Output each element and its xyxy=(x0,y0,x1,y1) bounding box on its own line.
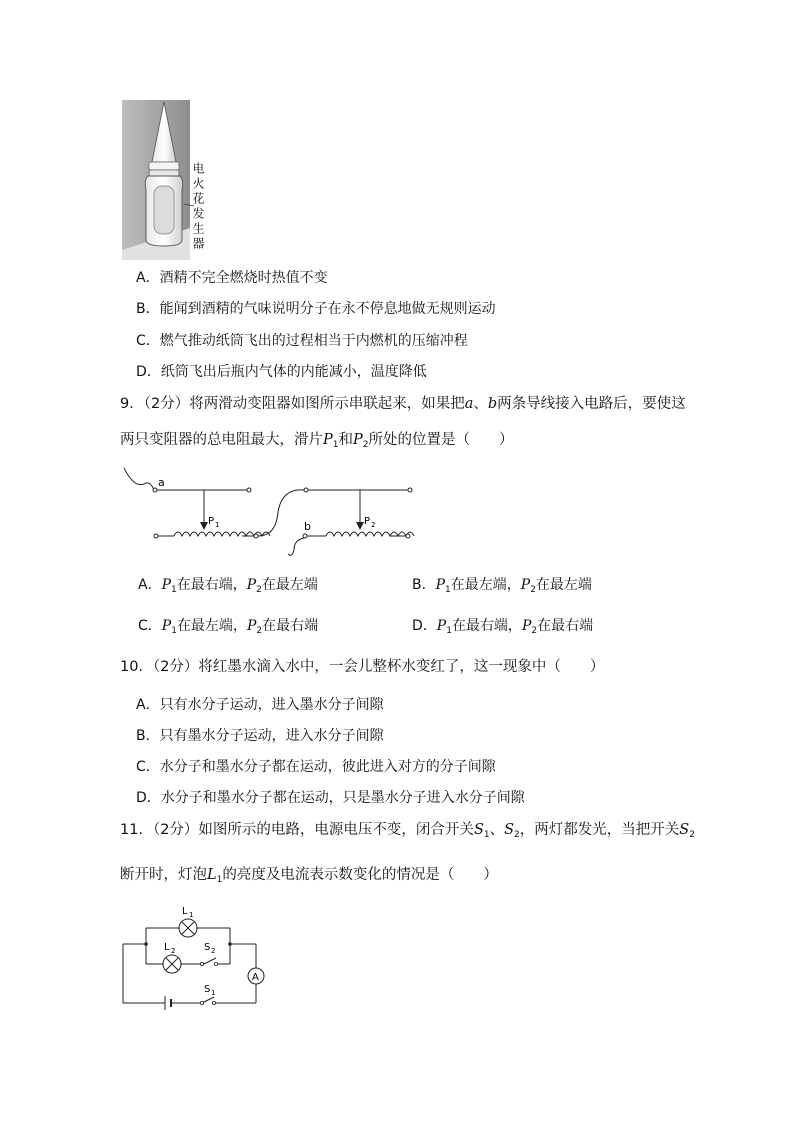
q8-option-b[interactable]: B．能闻到酒精的气味说明分子在永不停息地做无规则运动 xyxy=(136,301,496,317)
svg-text:1: 1 xyxy=(211,989,216,997)
q10-option-b[interactable]: B．只有墨水分子运动，进入水分子间隙 xyxy=(136,728,384,744)
svg-text:a: a xyxy=(158,476,165,489)
svg-text:A: A xyxy=(252,972,259,983)
spark-generator-label: 电火花发生器 xyxy=(191,162,205,252)
q11-stem-line1: 11．（2分）如图所示的电路，电源电压不变，闭合开关$S_1$、$S_2$，两灯都发光，当把开关$S_2$ xyxy=(120,822,695,840)
spark-generator-figure xyxy=(122,100,217,260)
q10-stem: 10．（2分）将红墨水滴入水中，一会儿整杯水变红了，这一现象中（ ） xyxy=(120,659,605,675)
q10-option-c[interactable]: C．水分子和墨水分子都在运动，彼此进入对方的分子间隙 xyxy=(136,759,496,775)
q8-option-a[interactable]: A．酒精不完全燃烧时热值不变 xyxy=(136,270,328,286)
svg-text:1: 1 xyxy=(189,911,194,919)
q8-option-c[interactable]: C．燃气推动纸筒飞出的过程相当于内燃机的压缩冲程 xyxy=(136,333,468,349)
q9-option-c[interactable]: C．$P_1$在最左端，$P_2$在最右端 xyxy=(138,618,319,636)
q9-option-b[interactable]: B．$P_1$在最左端，$P_2$在最左端 xyxy=(412,577,592,595)
q9-stem-line2: 两只变阻器的总电阻最大，滑片$P_1$和$P_2$所处的位置是（ ） xyxy=(120,432,514,450)
q11-stem-line2: 断开时，灯泡$L_1$的亮度及电流表示数变化的情况是（ ） xyxy=(120,867,498,885)
lamp-circuit-figure xyxy=(118,900,278,1010)
svg-text:L: L xyxy=(164,942,170,953)
svg-text:P: P xyxy=(364,516,371,527)
svg-text:2: 2 xyxy=(371,521,376,529)
q10-option-a[interactable]: A．只有水分子运动，进入墨水分子间隙 xyxy=(136,697,384,713)
svg-text:1: 1 xyxy=(215,521,220,529)
svg-text:2: 2 xyxy=(211,947,216,955)
q9-option-a[interactable]: A．$P_1$在最右端，$P_2$在最左端 xyxy=(138,577,318,595)
q8-option-d[interactable]: D．纸筒飞出后瓶内气体的内能减小，温度降低 xyxy=(136,364,427,380)
q10-option-d[interactable]: D．水分子和墨水分子都在运动，只是墨水分子进入水分子间隙 xyxy=(136,790,525,806)
svg-text:S: S xyxy=(204,984,211,995)
rheostat-circuit-figure xyxy=(118,462,418,562)
svg-text:L: L xyxy=(182,906,188,917)
svg-text:2: 2 xyxy=(171,947,176,955)
svg-text:b: b xyxy=(304,520,311,533)
q9-stem-line1: 9．（2分）将两滑动变阻器如图所示串联起来，如果把a、b两条导线接入电路后，要使这 xyxy=(120,396,686,412)
svg-text:P: P xyxy=(208,516,215,527)
q9-option-d[interactable]: D．$P_1$在最右端，$P_2$在最右端 xyxy=(412,618,594,636)
svg-text:S: S xyxy=(204,942,211,953)
